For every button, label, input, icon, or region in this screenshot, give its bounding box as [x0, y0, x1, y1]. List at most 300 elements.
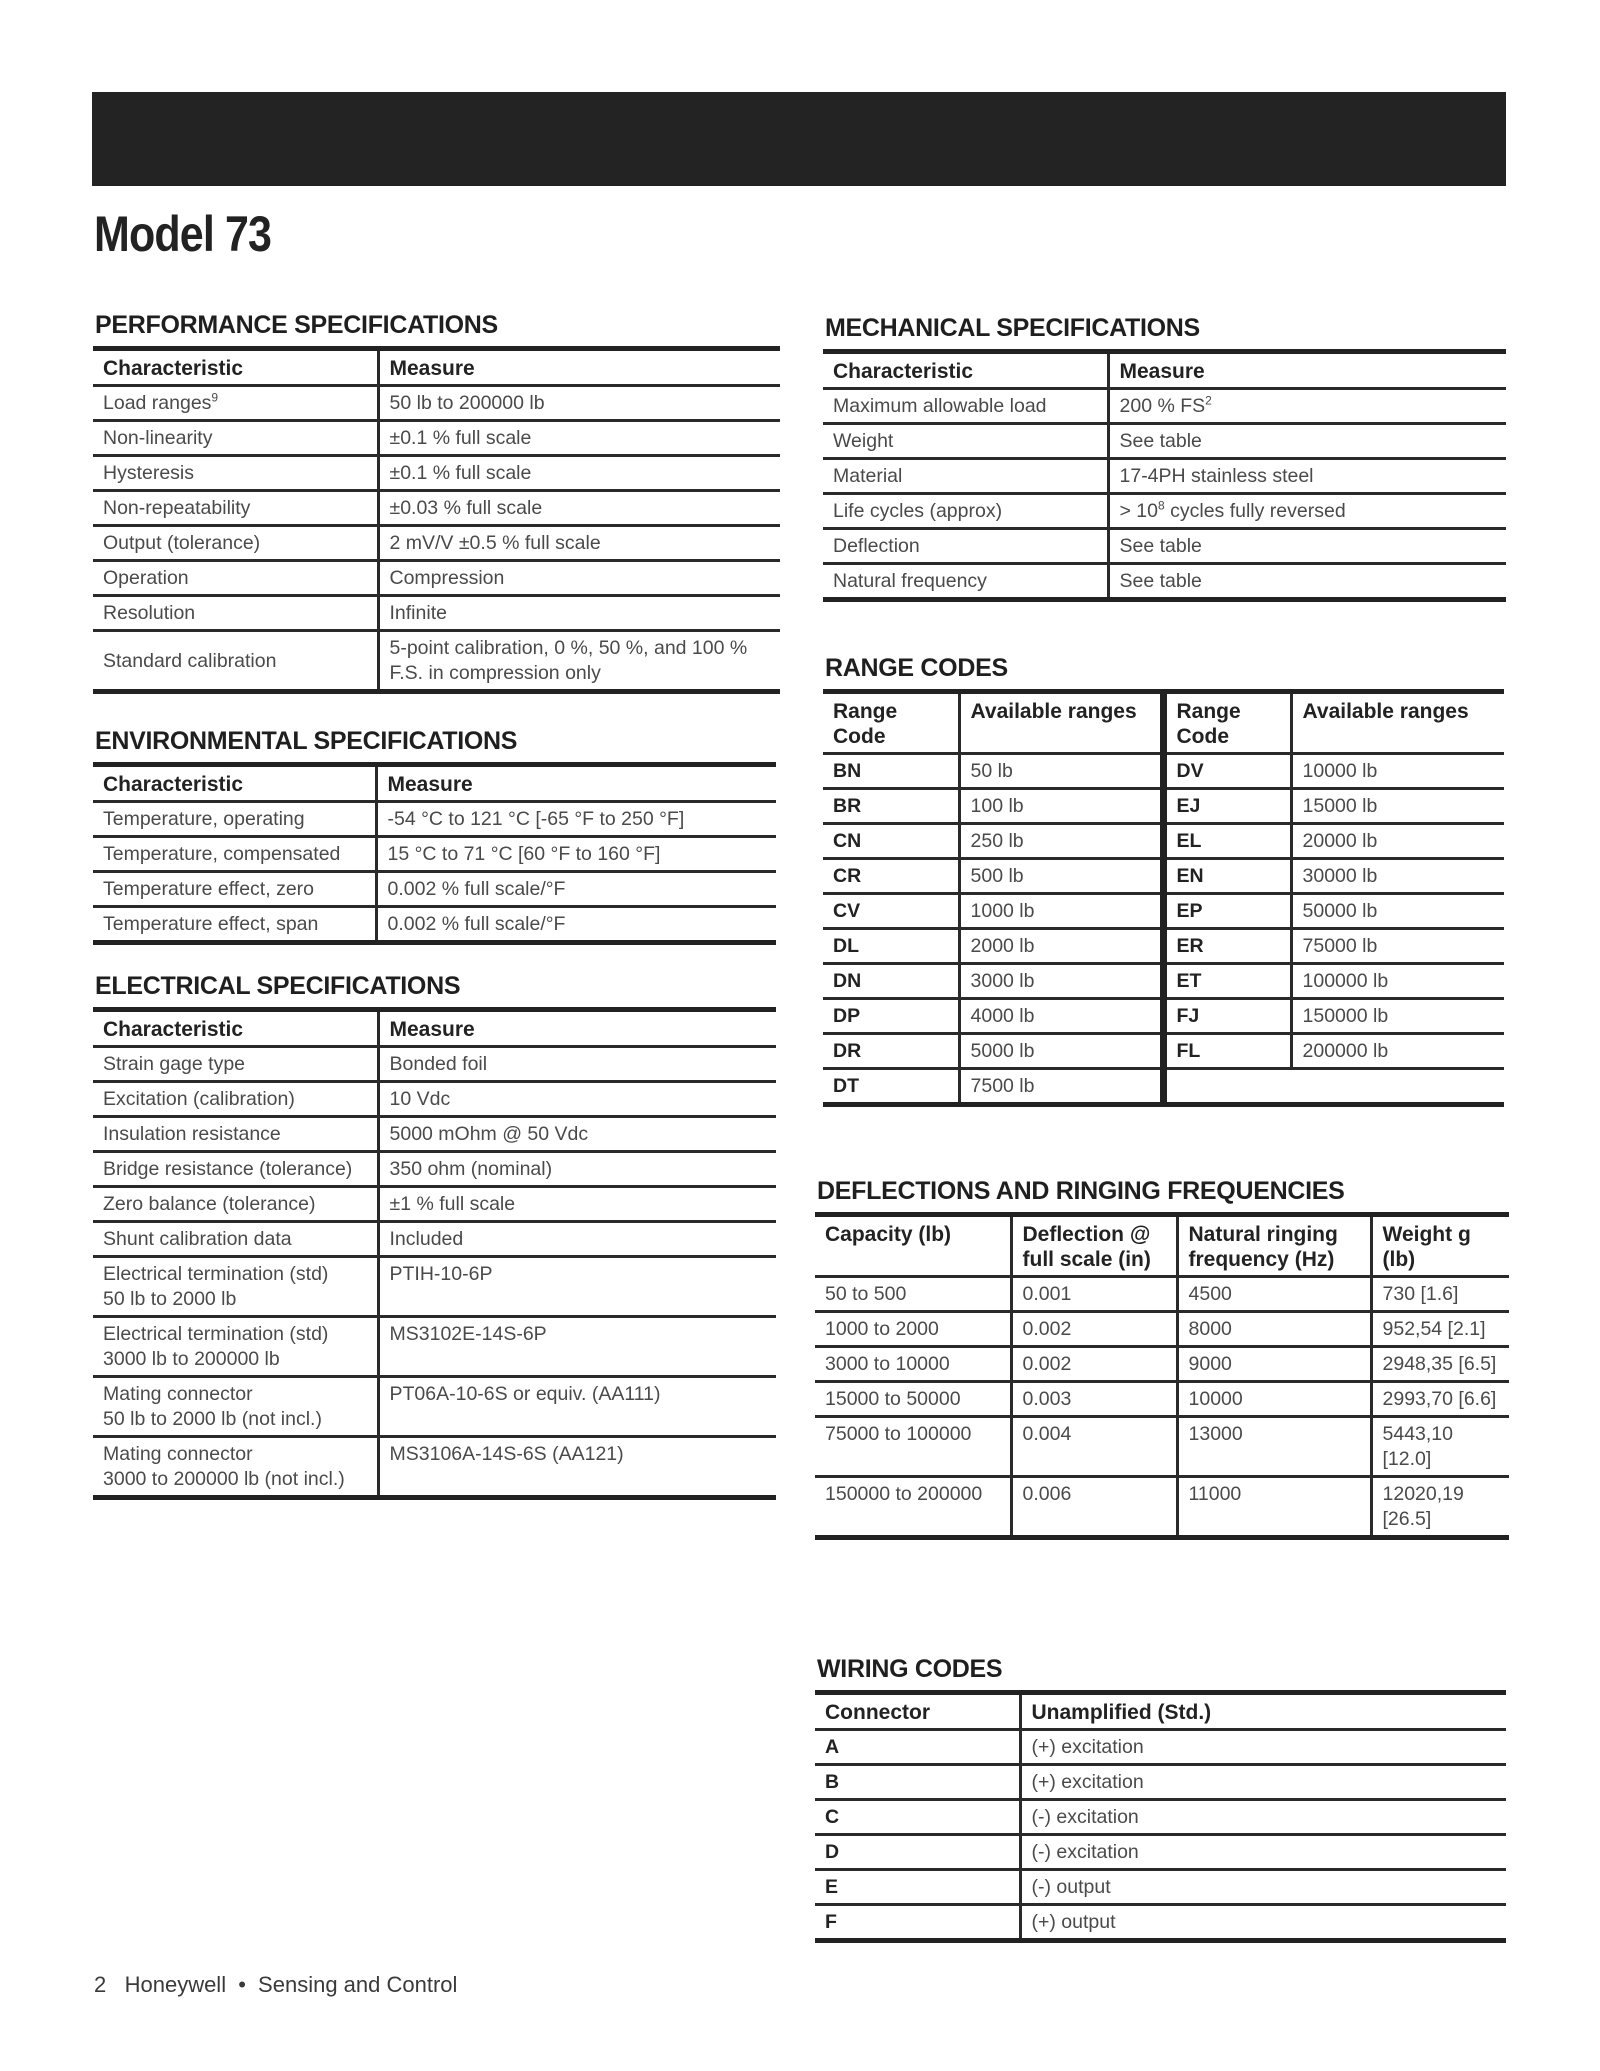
table-row — [93, 907, 776, 943]
range-codes-section — [823, 653, 1504, 1107]
deflection-cell-text: 0.002 — [1022, 1318, 1072, 1340]
connector-cell-text: F — [825, 1911, 837, 1933]
characteristic-subtext: 3000 lb to 200000 lb — [103, 1348, 280, 1370]
connector-cell — [815, 1800, 1020, 1835]
connector-cell-text: A — [825, 1736, 840, 1758]
available-range-cell-text: 200000 lb — [1302, 1040, 1389, 1062]
measure-text: MS3106A-14S-6S (AA121) — [389, 1443, 624, 1465]
characteristic-text: Mating connector — [103, 1383, 253, 1405]
table-row — [823, 824, 1504, 859]
characteristic-cell — [93, 1222, 378, 1257]
table-row — [93, 1082, 776, 1117]
characteristic-text: Excitation (calibration) — [103, 1088, 295, 1110]
footer-brand: Honeywell — [124, 1972, 227, 1997]
range-code-cell — [1163, 1034, 1291, 1069]
available-range-cell-text: 100 lb — [970, 795, 1024, 817]
range-code-cell — [823, 964, 959, 999]
characteristic-cell — [93, 386, 378, 421]
available-range-cell — [1291, 964, 1504, 999]
deflection-cell — [1011, 1347, 1177, 1382]
range-code-cell — [1163, 859, 1291, 894]
table-row — [815, 1347, 1509, 1382]
characteristic-text: Output (tolerance) — [103, 532, 261, 554]
range-code-cell-text: EJ — [1176, 795, 1201, 817]
range-code-cell — [823, 859, 959, 894]
characteristic-text: Maximum allowable load — [833, 395, 1047, 417]
page-number: 2 — [94, 1972, 107, 1997]
frequency-cell — [1177, 1382, 1371, 1417]
range-code-cell — [1163, 789, 1291, 824]
measure-cell — [1108, 529, 1506, 564]
table-row — [93, 1377, 776, 1437]
frequency-cell — [1177, 1347, 1371, 1382]
section-heading: ELECTRICAL SPECIFICATIONS — [95, 972, 461, 1000]
table-row — [823, 459, 1506, 494]
available-range-cell — [959, 859, 1163, 894]
measure-cell — [378, 1437, 776, 1498]
frequency-cell-text: 8000 — [1188, 1318, 1232, 1340]
characteristic-cell — [93, 596, 378, 631]
range-code-cell-text: ER — [1176, 935, 1204, 957]
measure-text: Infinite — [389, 602, 447, 624]
measure-text: 2 mV/V ±0.5 % full scale — [389, 532, 601, 554]
signal-cell — [1020, 1835, 1506, 1870]
table-row — [823, 494, 1506, 529]
table-row — [93, 1152, 776, 1187]
section-heading: ENVIRONMENTAL SPECIFICATIONS — [95, 727, 518, 755]
deflection-cell-text: 0.001 — [1022, 1283, 1072, 1305]
range-code-cell — [823, 999, 959, 1034]
measure-text: MS3102E-14S-6P — [389, 1323, 547, 1345]
deflection-cell-text: 0.006 — [1022, 1483, 1072, 1505]
column-header: Measure — [1108, 352, 1506, 389]
measure-text: PT06A-10-6S or equiv. (AA111) — [389, 1383, 661, 1405]
characteristic-text: Shunt calibration data — [103, 1228, 292, 1250]
connector-cell — [815, 1730, 1020, 1765]
measure-cell — [378, 421, 780, 456]
characteristic-text: Non-linearity — [103, 427, 213, 449]
wiring-table — [815, 1690, 1506, 1943]
page-title: Model 73 — [94, 206, 272, 262]
characteristic-text: Zero balance (tolerance) — [103, 1193, 316, 1215]
characteristic-cell — [93, 1117, 378, 1152]
weight-cell — [1371, 1417, 1509, 1477]
capacity-cell — [815, 1477, 1011, 1538]
column-header: Deflection @ full scale (in) — [1011, 1215, 1177, 1277]
characteristic-text: Deflection — [833, 535, 920, 557]
available-range-cell — [1291, 789, 1504, 824]
table-header-row — [823, 352, 1506, 389]
deflections-table — [815, 1212, 1509, 1540]
weight-cell-text: 2948,35 [6.5] — [1382, 1353, 1497, 1375]
characteristic-text: Temperature effect, span — [103, 913, 319, 935]
column-header: Capacity (lb) — [815, 1215, 1011, 1277]
available-range-cell-text: 100000 lb — [1302, 970, 1389, 992]
characteristic-text: Material — [833, 465, 903, 487]
measure-cell — [1108, 389, 1506, 424]
table-row — [93, 491, 780, 526]
table-row — [815, 1835, 1506, 1870]
characteristic-subtext: 3000 to 200000 lb (not incl.) — [103, 1468, 345, 1490]
weight-cell — [1371, 1277, 1509, 1312]
characteristic-cell — [823, 389, 1108, 424]
wiring-codes-section — [815, 1654, 1506, 1943]
bullet-separator: • — [238, 1972, 246, 1997]
available-range-cell-text: 3000 lb — [970, 970, 1035, 992]
range-code-cell-text: DT — [833, 1075, 859, 1097]
range-code-cell-text: EL — [1176, 830, 1202, 852]
measure-text: 5-point calibration, 0 %, 50 %, and 100 % F.S. in compression only — [389, 637, 748, 684]
capacity-cell-text: 150000 to 200000 — [825, 1483, 983, 1505]
available-range-cell — [959, 1069, 1163, 1105]
characteristic-text: Temperature effect, zero — [103, 878, 314, 900]
column-header: Weight g (lb) — [1371, 1215, 1509, 1277]
column-header: Available ranges — [1291, 692, 1504, 754]
range-code-cell-text: CR — [833, 865, 862, 887]
section-heading: DEFLECTIONS AND RINGING FREQUENCIES — [817, 1177, 1345, 1205]
range-code-cell — [823, 1069, 959, 1105]
range-code-cell — [1163, 999, 1291, 1034]
measure-text: Included — [389, 1228, 464, 1250]
table-row — [823, 1034, 1504, 1069]
table-row — [93, 631, 780, 692]
column-header: Characteristic — [93, 765, 376, 802]
available-range-cell — [959, 754, 1163, 789]
measure-text: PTIH-10-6P — [389, 1263, 493, 1285]
range-code-cell — [823, 929, 959, 964]
signal-cell-text: (-) excitation — [1031, 1841, 1139, 1863]
available-range-cell-text: 250 lb — [970, 830, 1024, 852]
table-header-row — [93, 1010, 776, 1047]
available-range-cell-text: 4000 lb — [970, 1005, 1035, 1027]
connector-cell — [815, 1870, 1020, 1905]
characteristic-cell — [93, 1257, 378, 1317]
range-code-cell-text: CV — [833, 900, 861, 922]
available-range-cell — [1291, 999, 1504, 1034]
characteristic-text: Standard calibration — [103, 649, 277, 672]
characteristic-cell — [93, 1187, 378, 1222]
table-row — [93, 386, 780, 421]
capacity-cell — [815, 1382, 1011, 1417]
table-row — [815, 1730, 1506, 1765]
characteristic-cell — [93, 491, 378, 526]
table-row — [93, 1257, 776, 1317]
frequency-cell — [1177, 1477, 1371, 1538]
table-row — [93, 1317, 776, 1377]
frequency-cell-text: 11000 — [1188, 1483, 1242, 1505]
page-footer — [94, 1972, 457, 1998]
measure-text: See table — [1119, 570, 1202, 592]
measure-text: Compression — [389, 567, 505, 589]
header-banner — [92, 92, 1506, 186]
characteristic-cell — [93, 837, 376, 872]
characteristic-cell — [93, 456, 378, 491]
measure-cell — [378, 561, 780, 596]
capacity-cell-text: 1000 to 2000 — [825, 1318, 939, 1340]
weight-cell-text: 730 [1.6] — [1382, 1283, 1459, 1305]
measure-text: See table — [1119, 430, 1202, 452]
available-range-cell-text: 20000 lb — [1302, 830, 1378, 852]
available-range-cell-text: 30000 lb — [1302, 865, 1378, 887]
table-row — [93, 596, 780, 631]
available-range-cell-text: 7500 lb — [970, 1075, 1035, 1097]
weight-cell — [1371, 1347, 1509, 1382]
signal-cell-text: (-) output — [1031, 1876, 1111, 1898]
measure-cell — [378, 1187, 776, 1222]
measure-text: ±0.1 % full scale — [389, 462, 532, 484]
characteristic-cell — [93, 872, 376, 907]
available-range-cell — [1291, 754, 1504, 789]
footnote-marker: 9 — [211, 390, 219, 405]
measure-cell — [378, 1047, 776, 1082]
characteristic-cell — [93, 561, 378, 596]
measure-text: 0.002 % full scale/°F — [387, 913, 566, 935]
signal-cell-text: (+) excitation — [1031, 1771, 1144, 1793]
available-range-cell — [1291, 824, 1504, 859]
table-row — [93, 1187, 776, 1222]
characteristic-cell — [93, 631, 378, 692]
mechanical-table — [823, 349, 1506, 602]
range-code-cell-text: DN — [833, 970, 862, 992]
range-code-cell-text: EN — [1176, 865, 1204, 887]
range-code-cell — [823, 1034, 959, 1069]
connector-cell — [815, 1765, 1020, 1800]
table-row — [93, 526, 780, 561]
measure-cell — [376, 907, 776, 943]
available-range-cell — [959, 894, 1163, 929]
characteristic-text: Operation — [103, 567, 189, 589]
measure-cell — [378, 1377, 776, 1437]
deflection-cell — [1011, 1312, 1177, 1347]
column-header: Characteristic — [823, 352, 1108, 389]
measure-cell — [378, 596, 780, 631]
measure-cell — [1108, 564, 1506, 600]
weight-cell-text: 12020,19 [26.5] — [1382, 1483, 1464, 1530]
characteristic-text: Electrical termination (std) — [103, 1323, 329, 1345]
column-header: Measure — [378, 349, 780, 386]
available-range-cell — [959, 789, 1163, 824]
range-code-cell — [1163, 824, 1291, 859]
capacity-cell-text: 15000 to 50000 — [825, 1388, 961, 1410]
available-range-cell-text: 1000 lb — [970, 900, 1035, 922]
characteristic-cell — [823, 529, 1108, 564]
weight-cell-text: 952,54 [2.1] — [1382, 1318, 1486, 1340]
characteristic-text: Bridge resistance (tolerance) — [103, 1158, 353, 1180]
characteristic-text: Resolution — [103, 602, 196, 624]
section-heading: RANGE CODES — [825, 654, 1008, 682]
available-range-cell-text: 50 lb — [970, 760, 1013, 782]
mechanical-specifications-section — [823, 313, 1506, 602]
range-code-cell — [823, 754, 959, 789]
range-code-cell-text: FL — [1176, 1040, 1201, 1062]
available-range-cell — [1291, 1034, 1504, 1069]
table-row — [93, 561, 780, 596]
footer-division: Sensing and Control — [258, 1972, 458, 1997]
measure-cell — [378, 526, 780, 561]
column-header: Characteristic — [93, 349, 378, 386]
measure-cell — [378, 456, 780, 491]
table-header-row — [823, 692, 1504, 754]
characteristic-text: Natural frequency — [833, 570, 987, 592]
characteristic-cell — [93, 1377, 378, 1437]
available-range-cell-text: 15000 lb — [1302, 795, 1378, 817]
measure-cell — [378, 631, 780, 692]
characteristic-cell — [93, 907, 376, 943]
deflections-section — [815, 1176, 1509, 1540]
measure-text: cycles fully reversed — [1164, 500, 1346, 522]
available-range-cell — [959, 999, 1163, 1034]
characteristic-text: Mating connector — [103, 1443, 253, 1465]
characteristic-text: Weight — [833, 430, 894, 452]
characteristic-text: Load ranges — [103, 392, 212, 414]
deflection-cell-text: 0.002 — [1022, 1353, 1072, 1375]
available-range-cell-text: 150000 lb — [1302, 1005, 1389, 1027]
available-range-cell — [959, 929, 1163, 964]
range-code-cell-text: FJ — [1176, 1005, 1200, 1027]
table-row — [823, 859, 1504, 894]
measure-text: -54 °C to 121 °C [-65 °F to 250 °F] — [387, 808, 685, 830]
characteristic-cell — [93, 1152, 378, 1187]
table-row — [93, 1047, 776, 1082]
table-row — [93, 421, 780, 456]
measure-text: 350 ohm (nominal) — [389, 1158, 553, 1180]
measure-cell — [378, 1152, 776, 1187]
table-row — [815, 1765, 1506, 1800]
measure-cell — [1108, 459, 1506, 494]
measure-cell — [378, 1082, 776, 1117]
characteristic-text: Hysteresis — [103, 462, 195, 484]
table-header-row — [815, 1693, 1506, 1730]
connector-cell-text: C — [825, 1806, 840, 1828]
electrical-specifications-section — [93, 971, 776, 1500]
available-range-cell — [959, 964, 1163, 999]
range-code-cell — [1163, 754, 1291, 789]
available-range-cell — [1291, 929, 1504, 964]
measure-text: 50 lb to 200000 lb — [389, 392, 545, 414]
capacity-cell — [815, 1312, 1011, 1347]
column-header: Unamplified (Std.) — [1020, 1693, 1506, 1730]
column-header: Measure — [378, 1010, 776, 1047]
measure-cell — [376, 837, 776, 872]
signal-cell — [1020, 1800, 1506, 1835]
characteristic-cell — [93, 1082, 378, 1117]
frequency-cell — [1177, 1277, 1371, 1312]
range-code-cell — [1163, 964, 1291, 999]
characteristic-cell — [823, 459, 1108, 494]
connector-cell-text: D — [825, 1841, 840, 1863]
measure-text: See table — [1119, 535, 1202, 557]
section-heading: PERFORMANCE SPECIFICATIONS — [95, 311, 498, 339]
available-range-cell-text: 50000 lb — [1302, 900, 1378, 922]
measure-cell — [378, 1257, 776, 1317]
frequency-cell — [1177, 1417, 1371, 1477]
characteristic-text: Temperature, operating — [103, 808, 305, 830]
table-row — [815, 1800, 1506, 1835]
range-code-cell — [1163, 929, 1291, 964]
signal-cell-text: (-) excitation — [1031, 1806, 1139, 1828]
column-header: Characteristic — [93, 1010, 378, 1047]
measure-text: 10 Vdc — [389, 1088, 451, 1110]
available-range-cell-text: 10000 lb — [1302, 760, 1378, 782]
characteristic-cell — [93, 421, 378, 456]
table-row — [93, 1222, 776, 1257]
capacity-cell — [815, 1417, 1011, 1477]
available-range-cell — [1291, 894, 1504, 929]
table-row — [93, 1117, 776, 1152]
range-code-cell-text: DV — [1176, 760, 1204, 782]
connector-cell — [815, 1835, 1020, 1870]
characteristic-cell — [823, 424, 1108, 459]
measure-text: ±0.03 % full scale — [389, 497, 543, 519]
table-row — [93, 872, 776, 907]
signal-cell — [1020, 1870, 1506, 1905]
available-range-cell-text: 75000 lb — [1302, 935, 1378, 957]
signal-cell — [1020, 1765, 1506, 1800]
connector-cell-text: E — [825, 1876, 839, 1898]
measure-text: Bonded foil — [389, 1053, 488, 1075]
characteristic-subtext: 50 lb to 2000 lb (not incl.) — [103, 1408, 322, 1430]
table-header-row — [93, 765, 776, 802]
signal-cell — [1020, 1730, 1506, 1765]
measure-cell — [378, 386, 780, 421]
measure-cell — [376, 872, 776, 907]
range-code-cell — [1163, 894, 1291, 929]
table-row — [823, 894, 1504, 929]
section-heading: MECHANICAL SPECIFICATIONS — [825, 314, 1200, 342]
measure-cell — [1108, 494, 1506, 529]
performance-specifications-section — [93, 310, 780, 694]
frequency-cell-text: 10000 — [1188, 1388, 1243, 1410]
measure-text: ±1 % full scale — [389, 1193, 516, 1215]
capacity-cell-text: 75000 to 100000 — [825, 1423, 972, 1445]
range-code-cell-text: DL — [833, 935, 859, 957]
range-code-cell-text: DR — [833, 1040, 862, 1062]
deflection-cell-text: 0.004 — [1022, 1423, 1072, 1445]
measure-text: 0.002 % full scale/°F — [387, 878, 566, 900]
range-code-cell-text: DP — [833, 1005, 861, 1027]
measure-text: 200 % FS — [1119, 395, 1206, 417]
characteristic-text: Non-repeatability — [103, 497, 251, 519]
frequency-cell-text: 13000 — [1188, 1423, 1243, 1445]
table-row — [93, 1437, 776, 1498]
available-range-cell — [1291, 859, 1504, 894]
table-header-row — [93, 349, 780, 386]
signal-cell-text: (+) output — [1031, 1911, 1116, 1933]
measure-cell — [378, 1222, 776, 1257]
table-row — [823, 964, 1504, 999]
measure-text: 15 °C to 71 °C [60 °F to 160 °F] — [387, 843, 661, 865]
footnote-marker: 2 — [1205, 393, 1212, 408]
characteristic-cell — [93, 1317, 378, 1377]
table-row — [815, 1477, 1509, 1538]
table-row — [823, 754, 1504, 789]
table-row — [823, 929, 1504, 964]
measure-cell — [378, 491, 780, 526]
range-code-cell — [823, 824, 959, 859]
measure-cell — [1108, 424, 1506, 459]
column-header: Connector — [815, 1693, 1020, 1730]
table-row — [815, 1277, 1509, 1312]
table-row — [823, 999, 1504, 1034]
characteristic-subtext: 50 lb to 2000 lb — [103, 1288, 237, 1310]
table-header-row — [815, 1215, 1509, 1277]
weight-cell-text: 2993,70 [6.6] — [1382, 1388, 1497, 1410]
deflection-cell — [1011, 1277, 1177, 1312]
environmental-specifications-section — [93, 726, 776, 945]
table-row — [815, 1905, 1506, 1941]
available-range-cell-text: 5000 lb — [970, 1040, 1035, 1062]
range-code-cell-text: BR — [833, 795, 862, 817]
